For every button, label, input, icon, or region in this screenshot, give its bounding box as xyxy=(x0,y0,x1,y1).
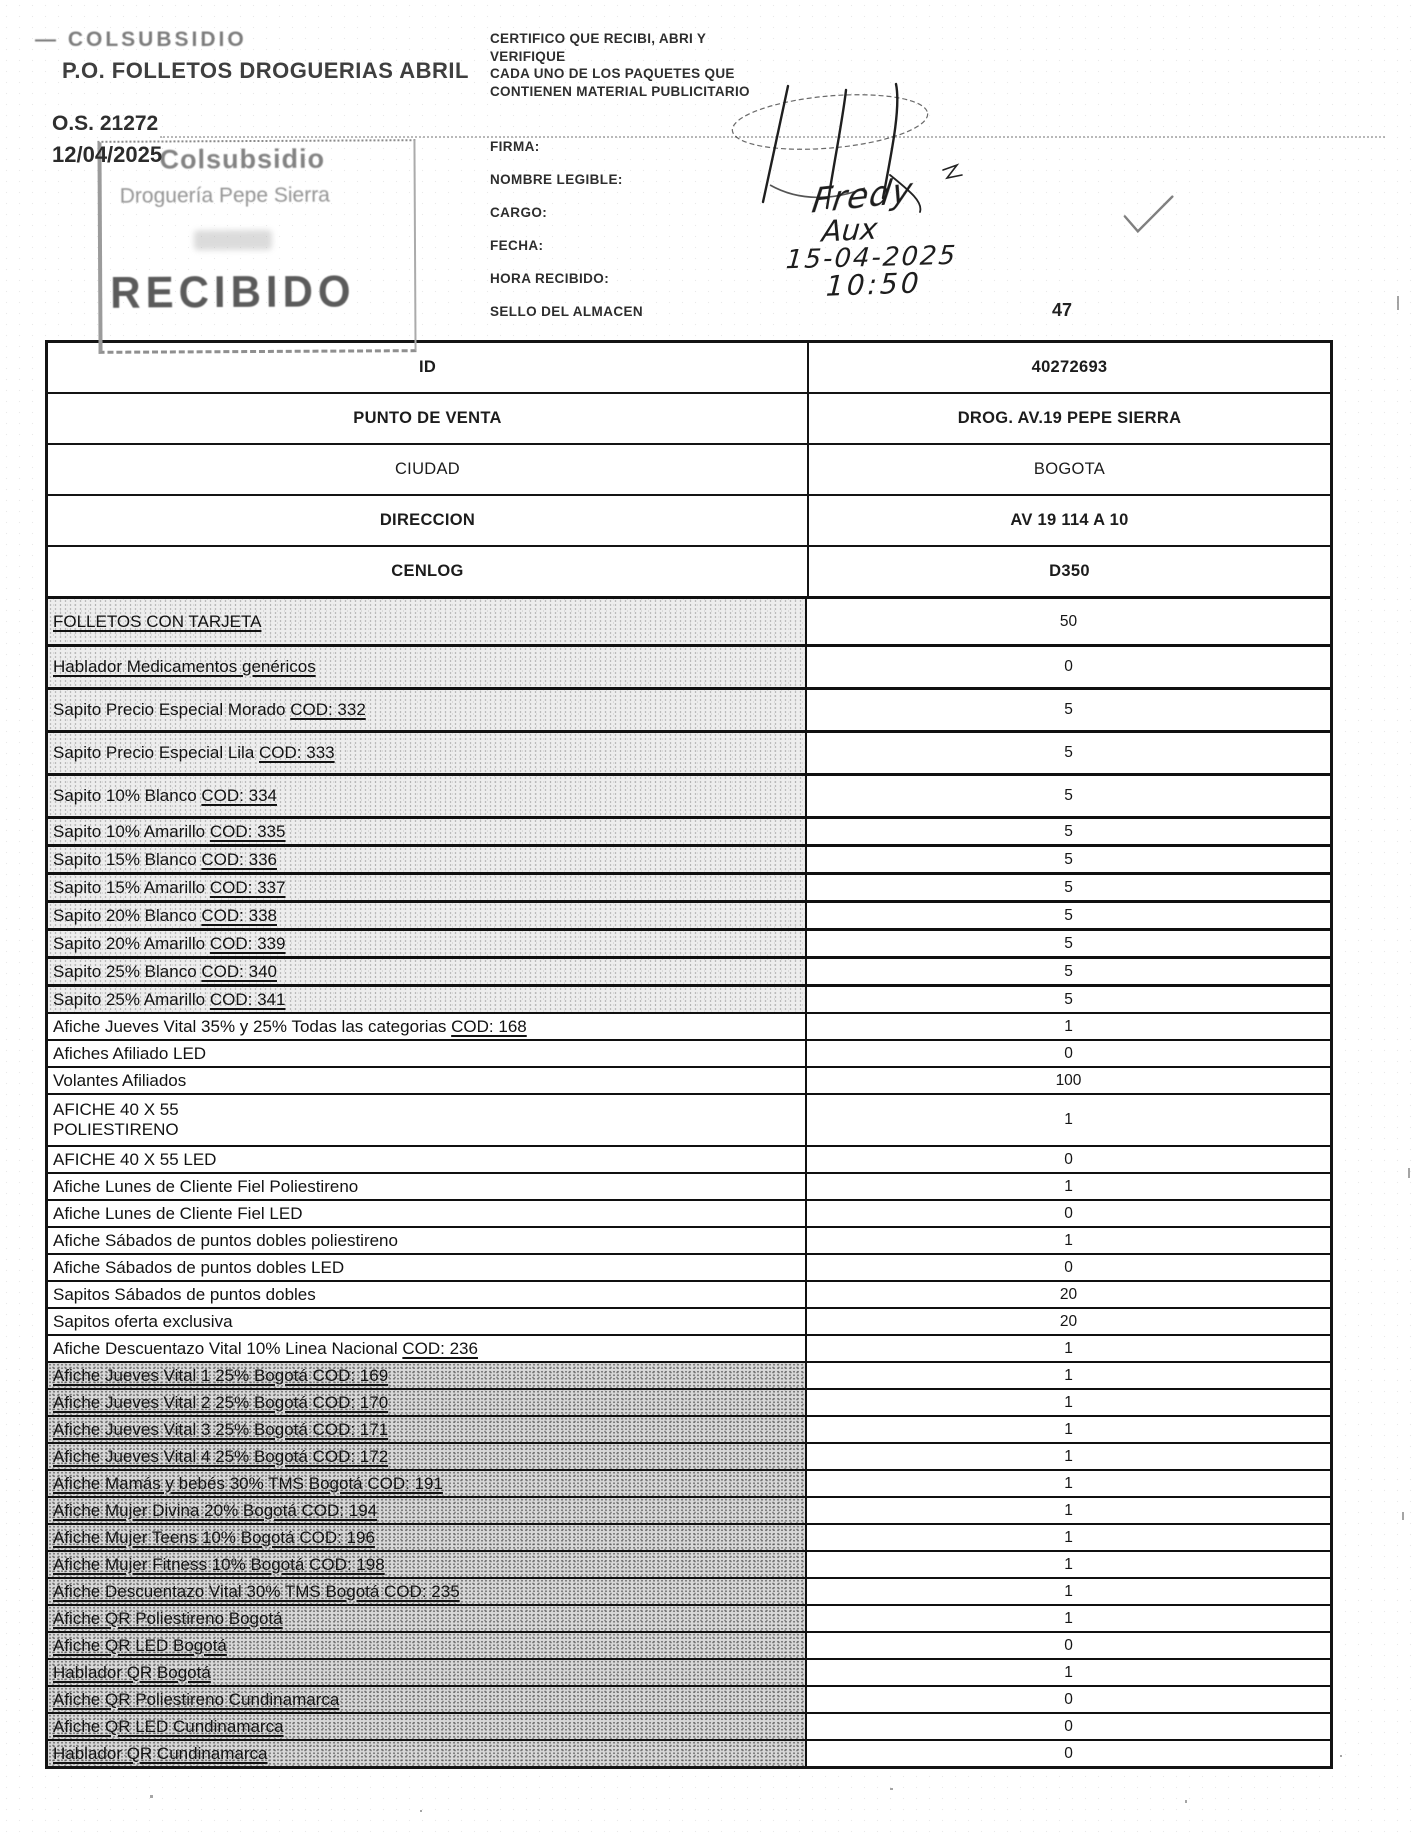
item-label: AFICHE 40 X 55 LED xyxy=(48,1147,807,1172)
item-label: Sapitos Sábados de puntos dobles xyxy=(48,1282,807,1307)
table-row xyxy=(48,900,1330,928)
table-row xyxy=(48,1226,1330,1253)
item-label: Afiche Jueves Vital 3 25% Bogotá COD: 171 xyxy=(48,1417,807,1442)
item-label: Sapito 10% Amarillo COD: 335 xyxy=(48,819,807,844)
table-row xyxy=(48,1280,1330,1307)
item-quantity: 5 xyxy=(1064,822,1073,840)
row-label: DIRECCION xyxy=(48,496,809,545)
item-quantity: 0 xyxy=(1064,658,1073,675)
delivery-table xyxy=(45,340,1333,1769)
items-container xyxy=(48,596,1330,1766)
handwritten-date: 15-04-2025 xyxy=(784,240,959,276)
item-label: Afiche Jueves Vital 35% y 25% Todas las categorias COD: 168 xyxy=(48,1014,807,1039)
row-label: PUNTO DE VENTA xyxy=(48,394,809,443)
item-quantity: 1 xyxy=(1064,1447,1073,1465)
handwritten-name: Fredy xyxy=(809,170,916,222)
table-row-direccion xyxy=(48,496,1330,547)
handwritten-role: Aux xyxy=(820,211,879,249)
table-row xyxy=(48,1469,1330,1496)
item-label: Hablador Medicamentos genéricos xyxy=(48,647,807,687)
item-quantity: 1 xyxy=(1064,1501,1073,1519)
table-row xyxy=(48,816,1330,844)
item-label: Sapito 20% Amarillo COD: 339 xyxy=(48,931,807,956)
table-row xyxy=(48,1172,1330,1199)
table-row xyxy=(48,984,1330,1012)
scan-mark xyxy=(890,1788,893,1790)
item-label: Afiche QR LED Bogotá xyxy=(48,1633,807,1658)
item-quantity: 1 xyxy=(1064,1339,1073,1357)
item-label: Sapito 15% Amarillo COD: 337 xyxy=(48,875,807,900)
item-quantity: 1 xyxy=(1064,1177,1073,1195)
item-label: Afiche QR LED Cundinamarca xyxy=(48,1714,807,1739)
item-label: Sapito Precio Especial Morado COD: 332 xyxy=(48,690,807,730)
document-title: P.O. FOLLETOS DROGUERIAS ABRIL xyxy=(62,58,469,83)
table-row xyxy=(48,1039,1330,1066)
table-row xyxy=(48,1361,1330,1388)
table-row xyxy=(48,1496,1330,1523)
item-label: Sapitos oferta exclusiva xyxy=(48,1309,807,1334)
item-label: Hablador QR Cundinamarca xyxy=(48,1741,807,1766)
stamp-brand: Colsubsidio xyxy=(159,143,326,175)
item-quantity: 5 xyxy=(1064,990,1073,1008)
table-row xyxy=(48,1685,1330,1712)
table-row xyxy=(48,1604,1330,1631)
table-row-ciudad xyxy=(48,445,1330,496)
table-row xyxy=(48,644,1330,687)
table-row xyxy=(48,1307,1330,1334)
item-quantity: 50 xyxy=(1059,612,1078,630)
item-label: Afiche Lunes de Cliente Fiel LED xyxy=(48,1201,807,1226)
order-date: 12/04/2025 xyxy=(52,142,163,167)
row-label: CENLOG xyxy=(48,547,809,596)
scan-mark xyxy=(1397,296,1399,310)
table-row xyxy=(48,687,1330,730)
item-quantity: 5 xyxy=(1064,934,1073,952)
field-fecha: FECHA: xyxy=(490,238,544,253)
table-row xyxy=(48,1145,1330,1172)
item-quantity: 5 xyxy=(1064,962,1073,980)
field-cargo: CARGO: xyxy=(490,205,548,220)
item-quantity: 1 xyxy=(1064,1231,1073,1249)
item-quantity: 5 xyxy=(1064,850,1073,868)
table-row-cenlog xyxy=(48,547,1330,596)
scan-mark xyxy=(1408,1168,1410,1178)
item-label: Afiche Lunes de Cliente Fiel Poliestireno xyxy=(48,1174,807,1199)
item-label: Sapito 15% Blanco COD: 336 xyxy=(48,847,807,872)
item-quantity: 0 xyxy=(1064,1744,1073,1762)
stamp-store-name: Droguería Pepe Sierra xyxy=(119,183,330,208)
certification-line: CADA UNO DE LOS PAQUETES QUE xyxy=(490,66,735,81)
item-quantity: 5 xyxy=(1064,787,1073,804)
item-label: Afiche Jueves Vital 4 25% Bogotá COD: 172 xyxy=(48,1444,807,1469)
item-quantity: 1 xyxy=(1064,1420,1073,1438)
item-label: Sapito 20% Blanco COD: 338 xyxy=(48,903,807,928)
order-number: O.S. 21272 xyxy=(52,112,159,135)
table-row xyxy=(48,1550,1330,1577)
field-nombre-legible: NOMBRE LEGIBLE: xyxy=(490,172,623,187)
item-label: Afiche Descuentazo Vital 10% Linea Nacional COD: 236 xyxy=(48,1336,807,1361)
item-quantity: 5 xyxy=(1064,878,1073,896)
item-label: Afiche QR Poliestireno Bogotá xyxy=(48,1606,807,1631)
item-quantity: 1 xyxy=(1064,1555,1073,1573)
scan-mark xyxy=(1185,1800,1187,1803)
table-row xyxy=(48,956,1330,984)
item-quantity: 0 xyxy=(1064,1204,1073,1222)
item-quantity: 5 xyxy=(1064,744,1073,761)
item-label: Afiche Jueves Vital 1 25% Bogotá COD: 169 xyxy=(48,1363,807,1388)
table-row xyxy=(48,1093,1330,1145)
item-label: Sapito 10% Blanco COD: 334 xyxy=(48,776,807,816)
item-label: FOLLETOS CON TARJETA xyxy=(48,599,807,644)
stamp-smudge xyxy=(194,230,272,250)
item-quantity: 20 xyxy=(1059,1312,1078,1330)
item-quantity: 1 xyxy=(1064,1609,1073,1627)
item-label: Afiche Jueves Vital 2 25% Bogotá COD: 170 xyxy=(48,1390,807,1415)
row-value: DROG. AV.19 PEPE SIERRA xyxy=(957,409,1182,427)
item-quantity: 0 xyxy=(1064,1636,1073,1654)
item-label: Afiche Descuentazo Vital 30% TMS Bogotá COD: 235 xyxy=(48,1579,807,1604)
certification-line: CERTIFICO QUE RECIBI, ABRI Y xyxy=(490,31,707,46)
table-row xyxy=(48,1712,1330,1739)
row-value: 40272693 xyxy=(1031,358,1108,376)
received-stamp xyxy=(97,139,416,354)
table-row xyxy=(48,928,1330,956)
item-quantity: 100 xyxy=(1055,1071,1082,1089)
item-label: Sapito Precio Especial Lila COD: 333 xyxy=(48,733,807,773)
table-row xyxy=(48,1631,1330,1658)
row-value: D350 xyxy=(1049,562,1090,580)
company-name: — COLSUBSIDIO xyxy=(35,28,247,51)
certification-line: CONTIENEN MATERIAL PUBLICITARIO xyxy=(490,83,750,99)
item-label: Afiche Mujer Divina 20% Bogotá COD: 194 xyxy=(48,1498,807,1523)
scan-mark xyxy=(150,1795,153,1798)
item-quantity: 0 xyxy=(1064,1717,1073,1735)
item-quantity: 0 xyxy=(1064,1150,1073,1168)
certification-line: VERIFIQUE xyxy=(490,48,566,64)
table-row xyxy=(48,1523,1330,1550)
scan-mark xyxy=(420,1810,422,1812)
item-label: Sapito 25% Blanco COD: 340 xyxy=(48,959,807,984)
row-label: ID xyxy=(48,343,809,392)
item-label: Afiche Mamás y bebés 30% TMS Bogotá COD: 191 xyxy=(48,1471,807,1496)
item-quantity: 1 xyxy=(1064,1111,1073,1128)
stamp-received-text: RECIBIDO xyxy=(110,266,356,317)
table-row xyxy=(48,1253,1330,1280)
table-row xyxy=(48,1199,1330,1226)
item-label: Afiche Mujer Teens 10% Bogotá COD: 196 xyxy=(48,1525,807,1550)
item-label: Sapito 25% Amarillo COD: 341 xyxy=(48,987,807,1012)
item-quantity: 1 xyxy=(1064,1393,1073,1411)
row-value: AV 19 114 A 10 xyxy=(1010,511,1129,529)
table-row xyxy=(48,773,1330,816)
row-value: BOGOTA xyxy=(1033,460,1106,478)
item-quantity: 5 xyxy=(1064,906,1073,924)
field-sello-almacen: SELLO DEL ALMACEN xyxy=(490,304,644,319)
item-quantity: 1 xyxy=(1064,1474,1073,1492)
item-label: Afiche Sábados de puntos dobles LED xyxy=(48,1255,807,1280)
table-row xyxy=(48,1066,1330,1093)
table-row xyxy=(48,844,1330,872)
item-quantity: 5 xyxy=(1064,701,1073,718)
table-row xyxy=(48,730,1330,773)
item-label: Afiche QR Poliestireno Cundinamarca xyxy=(48,1687,807,1712)
item-label: Volantes Afiliados xyxy=(48,1068,807,1093)
item-quantity: 0 xyxy=(1064,1044,1073,1062)
table-row xyxy=(48,1334,1330,1361)
table-row xyxy=(48,596,1330,644)
item-quantity: 1 xyxy=(1064,1528,1073,1546)
scan-mark xyxy=(1340,1755,1342,1757)
table-row xyxy=(48,872,1330,900)
item-label: AFICHE 40 X 55 POLIESTIRENO xyxy=(48,1095,807,1145)
item-label: Afiche Mujer Fitness 10% Bogotá COD: 198 xyxy=(48,1552,807,1577)
item-label: Afiche Sábados de puntos dobles poliestireno xyxy=(48,1228,807,1253)
item-quantity: 1 xyxy=(1064,1663,1073,1681)
table-row xyxy=(48,1442,1330,1469)
page-count-number: 47 xyxy=(1052,300,1073,320)
item-quantity: 1 xyxy=(1064,1017,1073,1035)
item-quantity: 0 xyxy=(1064,1258,1073,1276)
item-label: Hablador QR Bogotá xyxy=(48,1660,807,1685)
field-hora-recibido: HORA RECIBIDO: xyxy=(490,271,610,286)
checkmark-icon xyxy=(1120,190,1175,240)
field-firma: FIRMA: xyxy=(490,139,540,154)
table-row-punto-de-venta xyxy=(48,394,1330,445)
item-quantity: 1 xyxy=(1064,1582,1073,1600)
table-row xyxy=(48,1388,1330,1415)
item-quantity: 0 xyxy=(1064,1690,1073,1708)
scan-mark xyxy=(1402,1512,1404,1520)
item-quantity: 20 xyxy=(1059,1285,1078,1303)
row-label: CIUDAD xyxy=(48,445,809,494)
handwritten-time: 10:50 xyxy=(825,266,923,303)
table-row xyxy=(48,1577,1330,1604)
table-row xyxy=(48,1012,1330,1039)
item-quantity: 1 xyxy=(1064,1366,1073,1384)
table-row xyxy=(48,1415,1330,1442)
table-row xyxy=(48,1739,1330,1766)
table-row xyxy=(48,1658,1330,1685)
item-label: Afiches Afiliado LED xyxy=(48,1041,807,1066)
